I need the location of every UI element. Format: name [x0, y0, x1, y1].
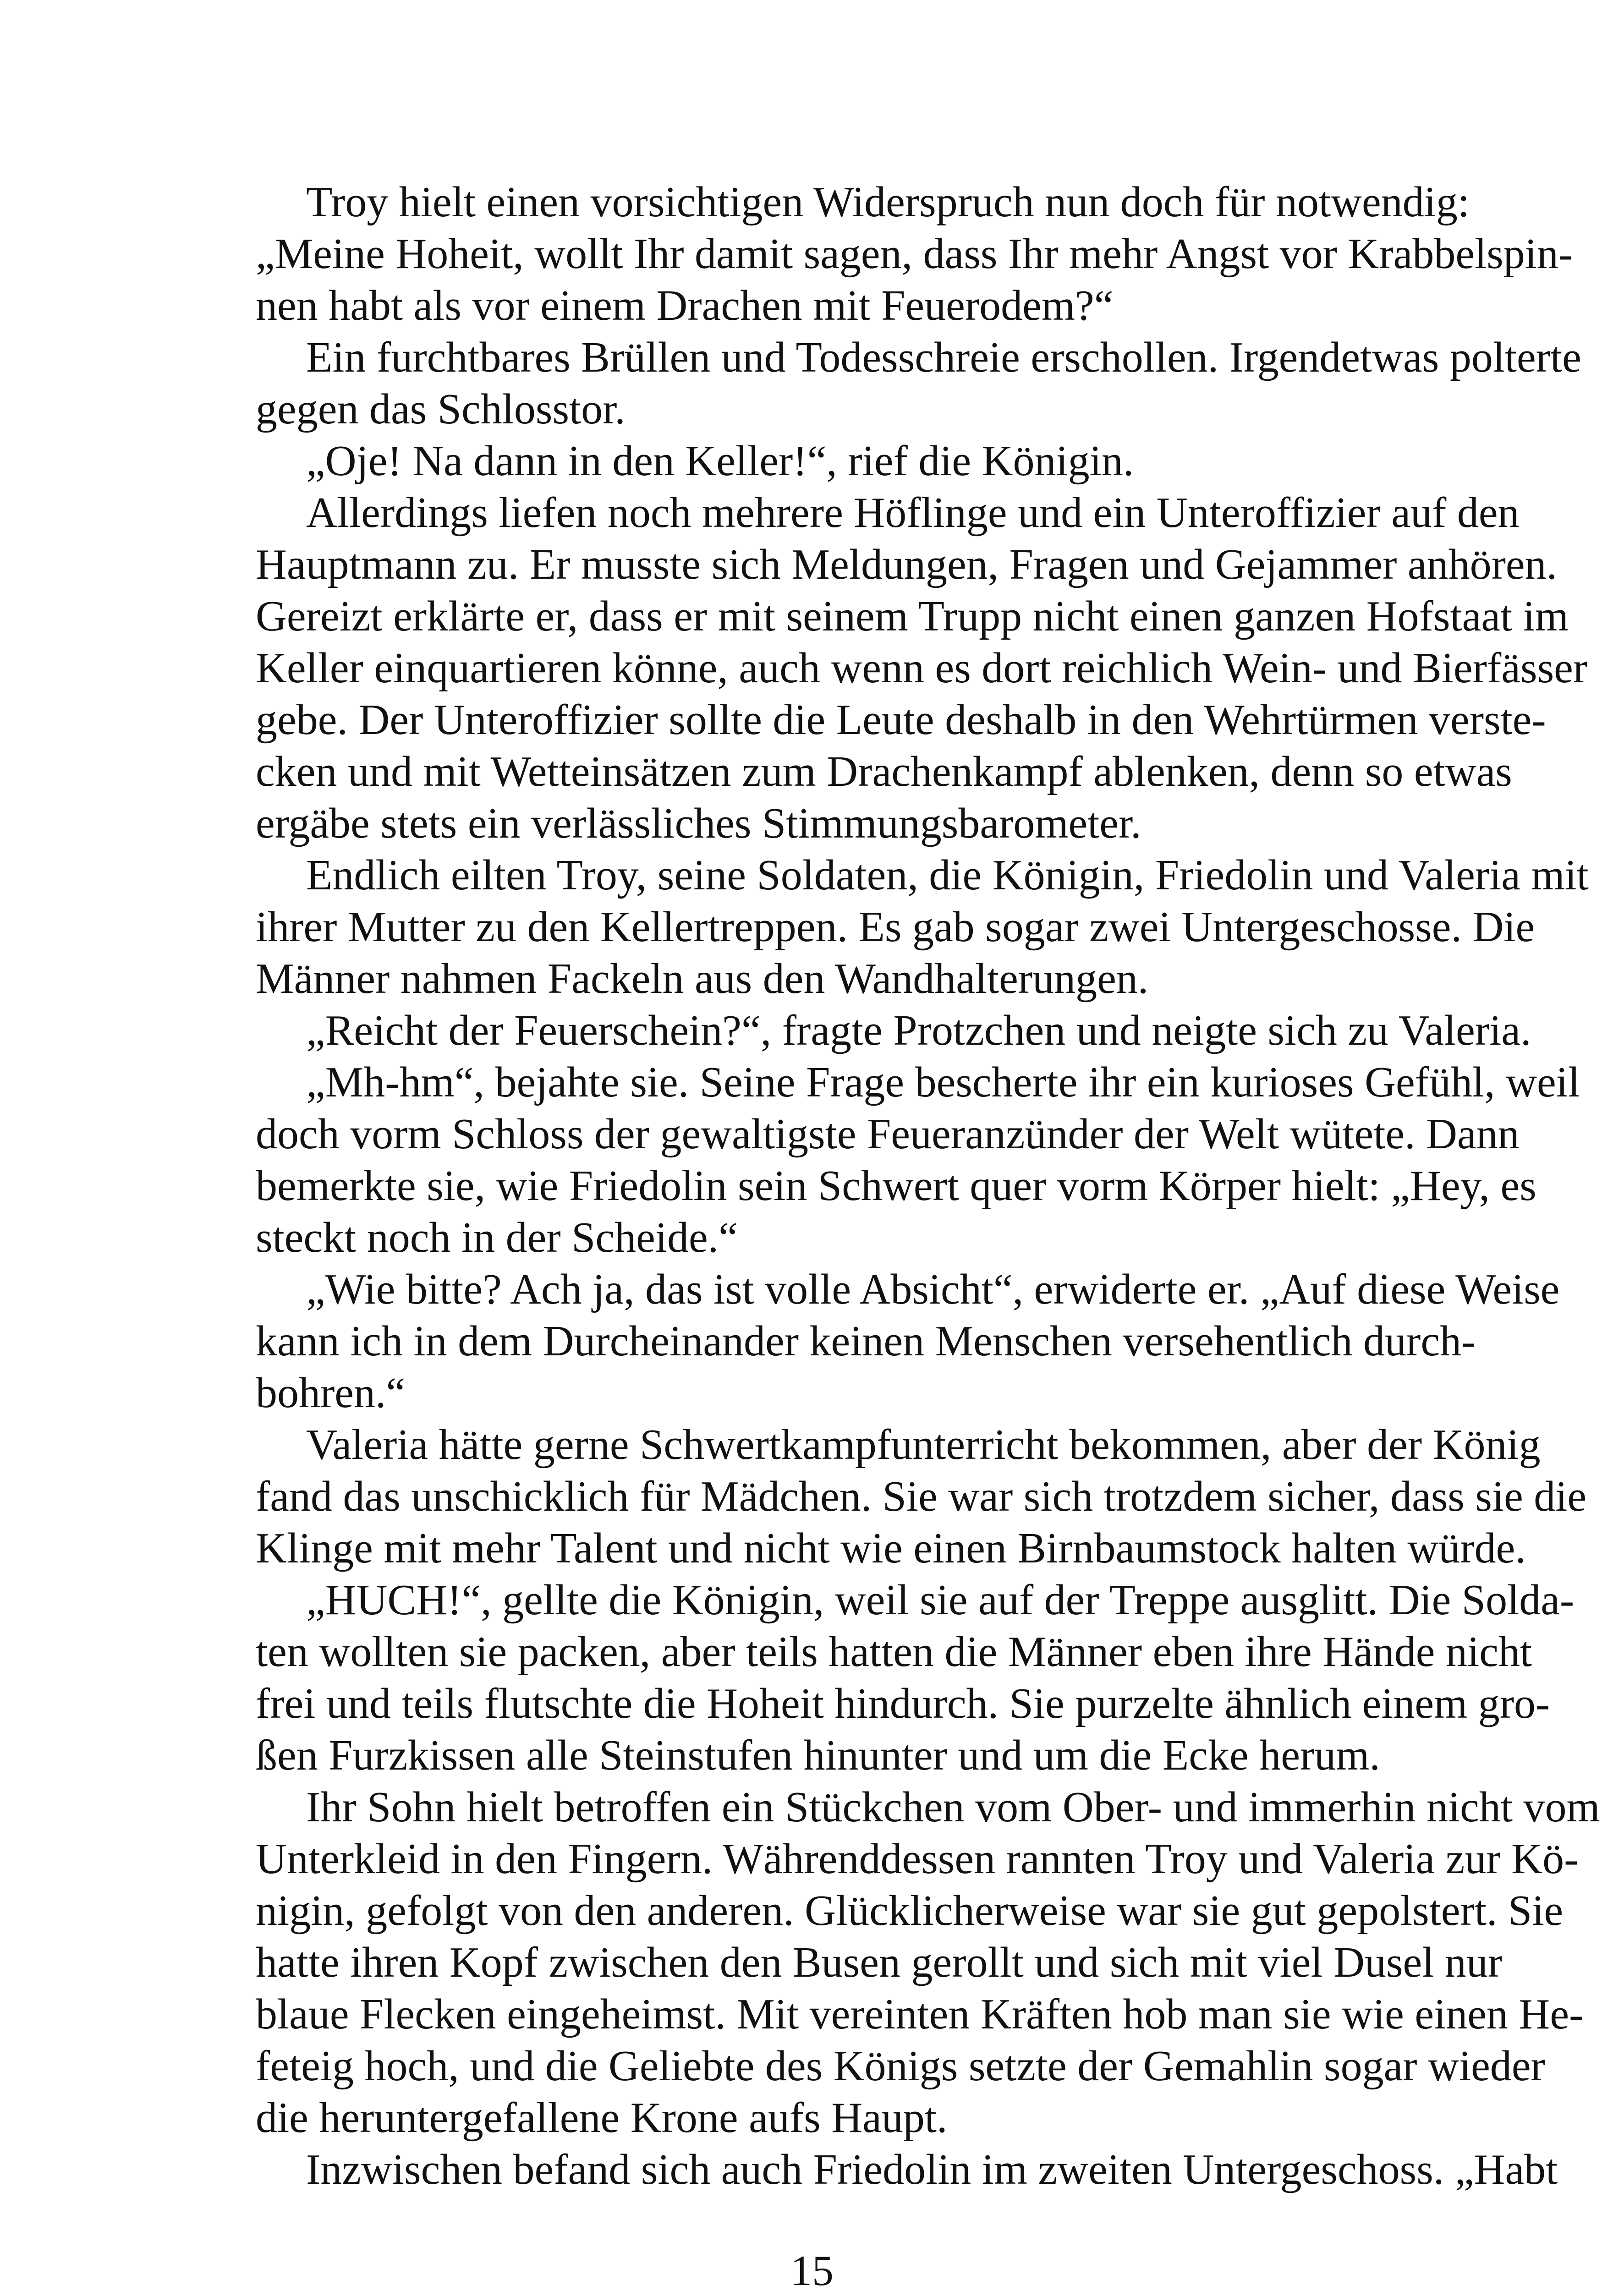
text-line: fand das unschicklich für Mädchen. Sie war sich trotzdem sicher, dass sie die [256, 1473, 1587, 1520]
paragraph [256, 2144, 1558, 2196]
text-line: Allerdings liefen noch mehrere Höflinge und ein Unteroffizier auf den [306, 489, 1520, 537]
text-line: feteig hoch, und die Geliebte des Königs setzte der Gemahlin sogar wieder [256, 2042, 1545, 2090]
paragraph [256, 850, 1589, 1005]
text-line: kann ich in dem Durcheinander keinen Menschen versehentlich durch- [256, 1317, 1476, 1365]
text-line: cken und mit Wetteinsätzen zum Drachenkampf ablenken, denn so etwas [256, 748, 1512, 795]
text-line: ten wollten sie packen, aber teils hatten die Männer eben ihre Hände nicht [256, 1628, 1532, 1676]
text-line: nigin, gefolgt von den anderen. Glücklicherweise war sie gut gepolstert. Sie [256, 1887, 1564, 1935]
text-line: „Reicht der Feuerschein?“, fragte Protzchen und neigte sich zu Valeria. [306, 1007, 1531, 1054]
text-line: ergäbe stets ein verlässliches Stimmungsbarometer. [256, 800, 1141, 847]
paragraph [256, 435, 1469, 487]
text-line: gebe. Der Unteroffizier sollte die Leute deshalb in den Wehrtürmen verste- [256, 696, 1546, 744]
text-line: „HUCH!“, gellte die Königin, weil sie auf der Treppe ausglitt. Die Solda- [306, 1576, 1575, 1624]
text-line: Ihr Sohn hielt betroffen ein Stückchen vom Ober- und immerhin nicht vom [306, 1783, 1600, 1831]
paragraph [256, 1419, 1587, 1574]
text-line: Klinge mit mehr Talent und nicht wie einen Birnbaumstock halten würde. [256, 1524, 1526, 1572]
text-line: „Oje! Na dann in den Keller!“, rief die Königin. [306, 437, 1134, 485]
paragraph [256, 1057, 1580, 1264]
text-line: hatte ihren Kopf zwischen den Busen gerollt und sich mit viel Dusel nur [256, 1939, 1503, 1986]
text-line: steckt noch in der Scheide.“ [256, 1214, 738, 1261]
text-line: Unterkleid in den Fingern. Währenddessen rannten Troy und Valeria zur Kö- [256, 1835, 1579, 1883]
text-line: Inzwischen befand sich auch Friedolin im zweiten Untergeschoss. „Habt [306, 2146, 1558, 2193]
paragraph [256, 487, 1588, 850]
text-line: Valeria hätte gerne Schwertkampfunterricht bekommen, aber der König [306, 1421, 1541, 1469]
text-line: nen habt als vor einem Drachen mit Feuerodem?“ [256, 282, 1114, 329]
paragraph [256, 1574, 1575, 1781]
text-line: doch vorm Schloss der gewaltigste Feueranzünder der Welt wütete. Dann [256, 1110, 1520, 1158]
page-number: 15 [790, 2247, 834, 2291]
text-line: ihrer Mutter zu den Kellertreppen. Es gab sogar zwei Untergeschosse. Die [256, 903, 1535, 951]
body-text [256, 176, 1600, 2196]
text-line: „Mh-hm“, bejahte sie. Seine Frage bescherte ihr ein kurioses Gefühl, weil [306, 1058, 1580, 1106]
paragraph [256, 176, 1573, 332]
text-line: Keller einquartieren könne, auch wenn es dort reichlich Wein- und Bierfässer [256, 644, 1588, 692]
text-line: Ein furchtbares Brüllen und Todesschreie erschollen. Irgendetwas polterte [306, 334, 1581, 381]
text-line: Endlich eilten Troy, seine Soldaten, die Königin, Friedolin und Valeria mit [306, 851, 1589, 899]
text-line: frei und teils flutschte die Hoheit hindurch. Sie purzelte ähnlich einem gro- [256, 1680, 1550, 1727]
paragraph [256, 1781, 1600, 2144]
text-line: Troy hielt einen vorsichtigen Widerspruch nun doch für notwendig: [306, 178, 1470, 226]
text-line: Männer nahmen Fackeln aus den Wandhalterungen. [256, 955, 1149, 1003]
text-line: gegen das Schlosstor. [256, 385, 625, 433]
text-line: ßen Furzkissen alle Steinstufen hinunter und um die Ecke herum. [256, 1732, 1380, 1779]
paragraph [256, 1005, 1531, 1057]
text-line: Hauptmann zu. Er musste sich Meldungen, Fragen und Gejammer anhören. [256, 541, 1558, 588]
text-line: bemerkte sie, wie Friedolin sein Schwert quer vorm Körper hielt: „Hey, es [256, 1162, 1536, 1210]
text-line: blaue Flecken eingeheimst. Mit vereinten Kräften hob man sie wie einen He- [256, 1990, 1584, 2038]
text-line: Gereizt erklärte er, dass er mit seinem Trupp nicht einen ganzen Hofstaat im [256, 592, 1569, 640]
text-line: „Wie bitte? Ach ja, das ist volle Absicht“, erwiderte er. „Auf diese Weise [306, 1266, 1560, 1313]
paragraph [256, 332, 1581, 435]
paragraph [256, 1264, 1560, 1419]
text-line: „Meine Hoheit, wollt Ihr damit sagen, dass Ihr mehr Angst vor Krabbelspin- [256, 230, 1573, 278]
text-line: bohren.“ [256, 1369, 406, 1417]
text-line: die heruntergefallene Krone aufs Haupt. [256, 2094, 948, 2142]
